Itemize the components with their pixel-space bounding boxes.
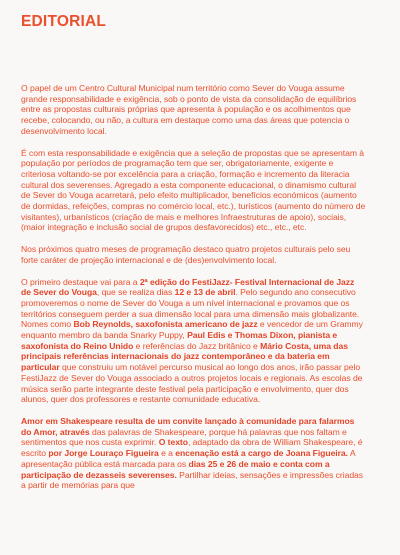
highlighted-text: 12 e 13 de abril <box>174 287 236 298</box>
editorial-paragraph <box>21 148 366 234</box>
paragraph-text: e referências do Jazz britânico e <box>133 340 261 351</box>
highlighted-text: Paul Edis e Thomas Dixon, pianista e saxofonista do Reino Unido <box>21 330 338 351</box>
editorial-body <box>21 83 366 491</box>
highlighted-text: Bob Reynolds, saxofonista americano de jazz <box>73 319 258 330</box>
paragraph-text: , adaptado da obra de William Shakespeare, é escrito <box>21 437 363 459</box>
highlighted-text: 2ª edição do FestiJazz- Festival Internacional de Jazz de Sever do Vouga <box>21 276 355 298</box>
paragraph-text: e a <box>158 448 176 459</box>
editorial-paragraph <box>21 83 366 137</box>
paragraph-text: Partilhar ideias, sensações e impressões criadas a partir de memórias para que <box>21 469 364 491</box>
highlighted-text: O texto <box>158 437 188 448</box>
editorial-paragraph <box>21 277 366 405</box>
paragraph-text: É com esta responsabilidade e exigência que a seleção de propostas que se apresentam à população por períodos de programação tem que ser, obrigatoriamente, exigente e criteriosa voltando-se por excelência para a criação, formação e incremento da literacia cultural dos severenses. Agregado a esta componente educacional, o dinamismo cultural de Sever do Vouga acarretará, pelo efeito multiplicador, benefícios económicos (aumento de dormidas, refeições, compras no comércio local, etc.), turísticos (aumento do número de visitantes), urbanísticos (criação de mais e melhores Infraestruturas de apoio), sociais, (maior integração e inclusão social de grupos desfavorecidos) etc., etc., etc. <box>21 147 366 233</box>
editorial-paragraph <box>21 244 366 265</box>
paragraph-text: e vencedor de um Grammy enquanto membro da banda Snarky Puppy, <box>21 319 363 341</box>
paragraph-text: . Pelo segundo ano consecutivo promoveremos o nome de Sever do Vouga a um nível internacional e provamos que os territórios conseguem perder a sua dimensão local para uma dimensão mais globalizante. Nomes como <box>21 287 360 330</box>
highlighted-text: dias 25 e 26 de maio e conta com a participação de dezasseis severenses. <box>21 458 330 480</box>
paragraph-text: O primeiro destaque vai para a <box>21 276 140 287</box>
paragraph-text: que construiu um notável percurso musical ao longo dos anos, irão passar pelo FestiJazz de Sever do Vouga associado a outros projetos locais e regionais. As escolas de música serão parte integrante deste festival pela participação e envolvimento, quer dos alunos, quer dos professores e restante comunidade educativa. <box>21 362 363 405</box>
highlighted-text: Mário Costa, uma das principais referências internacionais do jazz contemporâneo e da bateria em particular <box>21 340 348 373</box>
highlighted-text: encenação está a cargo de Joana Figueira. <box>175 448 348 459</box>
paragraph-text: Nos próximos quatro meses de programação destaco quatro projetos culturais pelo seu forte caráter de projeção internacional e de (des)envolvimento local. <box>21 244 351 265</box>
paragraph-text: , que se realiza dias <box>96 287 175 298</box>
paragraph-text: das palavras de Shakespeare, porque há palavras que nos faltam e sentimentos que nos custa exprimir. <box>21 426 347 448</box>
page-title: EDITORIAL <box>21 13 107 30</box>
paragraph-text: O papel de um Centro Cultural Municipal num território como Sever do Vouga assume grande responsabilidade e exigência, sob o ponto de vista da consolidação de equilíbrios entre as propostas culturais próprias que apresenta à população e os acolhimentos que recebe, colocando, ou não, a cultura em destaque como uma das áreas que potencia o desenvolvimento local. <box>21 83 357 136</box>
editorial-paragraph <box>21 416 366 491</box>
paragraph-text: A apresentação pública está marcada para os <box>21 448 356 469</box>
highlighted-text: Amor em Shakespeare resulta de um convite lançado à comunidade para falarmos do Amor, através <box>21 415 355 437</box>
highlighted-text: por Jorge Louraço Figueira <box>48 448 159 459</box>
